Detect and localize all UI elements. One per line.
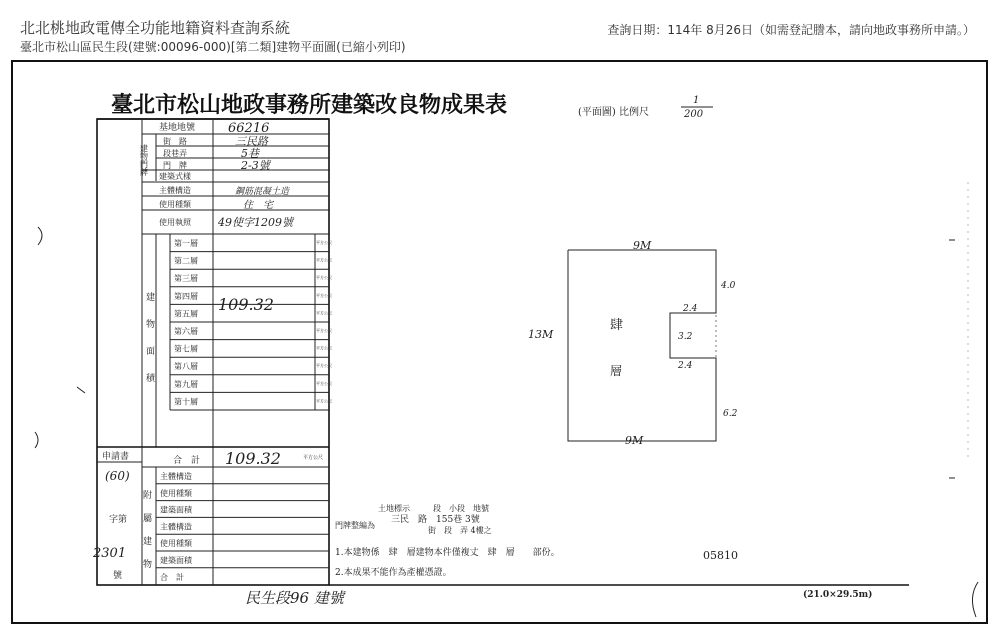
plan-left-dim: 13M — [528, 328, 554, 341]
document-title: 臺北市松山地政事務所建築改良物成果表 — [111, 92, 508, 118]
plan-right-dim-2: 2.4 — [683, 304, 698, 314]
land-mark-line: 段 小段 地號 — [433, 504, 489, 513]
floor-rows — [170, 238, 332, 410]
address-line-label: 門牌整編為 — [335, 521, 375, 530]
structure-value: 鋼筋混凝土造 — [235, 187, 290, 197]
scale-label: (平面圖) 比例尺 — [578, 107, 649, 118]
document-no-value: 2301 — [93, 546, 127, 561]
floor-label: 第二層 — [174, 256, 198, 266]
floor-label: 第一層 — [174, 239, 198, 248]
license-label: 使用執照 — [159, 218, 191, 227]
style-label: 建築式樣 — [159, 172, 191, 181]
address-road: 三民 路 155巷 3號 — [391, 515, 480, 525]
scanned-document-frame — [11, 60, 988, 624]
fourth-floor-area: 109.32 — [218, 295, 274, 314]
floor-label: 第五層 — [174, 309, 198, 319]
floor-unit: 平方公尺 — [316, 380, 332, 386]
note-2: 2.本成果不能作為產權憑證。 — [335, 568, 452, 578]
land-mark-label: 土地標示 — [378, 504, 410, 513]
annex-rows — [156, 471, 329, 582]
paper-size: (21.0×29.5m) — [803, 590, 873, 600]
plan-right-dim-1: 4.0 — [721, 281, 736, 291]
applicant-label: 申請書 — [102, 452, 130, 462]
number-label: 門 牌 — [163, 161, 187, 170]
annex-row-label: 主體構造 — [160, 472, 192, 481]
street-value: 三民路 — [235, 135, 268, 148]
plan-notch-dim: 3.2 — [678, 332, 693, 342]
floor-unit: 平方公尺 — [316, 292, 332, 298]
floor-unit: 平方公尺 — [316, 240, 332, 245]
floor-label: 第三層 — [174, 274, 198, 284]
number-value: 2-3號 — [241, 159, 270, 172]
annex-label: 附屬建物 — [141, 490, 151, 582]
plan-bottom-dim: 9M — [625, 434, 644, 447]
usage-value: 住 宅 — [243, 200, 273, 211]
structure-label: 主體構造 — [159, 186, 191, 195]
plan-right-dim-3: 6.2 — [723, 409, 738, 419]
bottom-handwriting: 民生段96 建號 — [245, 589, 344, 607]
stamp-number: 05810 — [703, 549, 738, 562]
number-suffix: 號 — [113, 571, 123, 581]
annex-row-label: 主體構造 — [160, 522, 192, 532]
lane-label: 段巷弄 — [163, 149, 187, 158]
floor-unit: 平方公尺 — [316, 363, 332, 369]
area-section-label: 建物面積 — [144, 292, 154, 400]
license-value: 49使字1209號 — [218, 216, 293, 229]
floor-unit: 平方公尺 — [316, 257, 332, 263]
total-unit: 平方公尺 — [303, 455, 324, 461]
document-no-label: 字第 — [109, 515, 128, 525]
floor-label: 第七層 — [174, 344, 198, 354]
floor-unit: 平方公尺 — [316, 328, 332, 333]
annex-row-label: 建築面積 — [160, 505, 192, 515]
annex-row-label: 建築面積 — [160, 556, 192, 565]
plan-notch-dim-2: 2.4 — [678, 361, 693, 371]
street-label: 街 路 — [163, 137, 187, 146]
lane-value: 5巷 — [241, 147, 259, 160]
note-1: 1.本建物係 肆 層建物本件僅複丈 肆 層 部份。 — [335, 548, 560, 558]
floor-unit: 平方公尺 — [316, 345, 332, 351]
scanned-document — [13, 62, 986, 622]
building-label: 建物門牌 — [139, 144, 149, 176]
annex-row-label: 合 計 — [160, 572, 184, 582]
annex-row-label: 使用種類 — [160, 488, 192, 498]
floor-label: 第十層 — [174, 397, 198, 407]
floor-unit: 平方公尺 — [316, 398, 332, 404]
scale-denominator: 200 — [684, 109, 704, 120]
base-lot-label: 基地地號 — [159, 123, 196, 133]
floor-unit: 平方公尺 — [316, 310, 332, 316]
total-area-value: 109.32 — [225, 449, 281, 468]
scale-numerator: 1 — [693, 95, 700, 106]
annex-row-label: 使用種類 — [160, 539, 192, 549]
floor-unit: 平方公尺 — [316, 275, 332, 281]
applicant-number: (60) — [105, 469, 130, 483]
total-label: 合 計 — [173, 456, 201, 466]
system-title: 北北桃地政電傳全功能地籍資料查詢系統 — [20, 19, 291, 37]
plan-room-char-2: 層 — [610, 364, 623, 378]
plan-top-dim: 9M — [633, 239, 652, 252]
address-line2: 街 段 弄 4樓之 — [428, 526, 492, 535]
usage-label: 使用種類 — [159, 200, 191, 209]
document-subtitle: 臺北市松山區民生段(建號:00096-000)[第二類]建物平面圖(已縮小列印) — [20, 40, 406, 54]
floor-label: 第六層 — [174, 327, 198, 336]
plan-room-char-1: 肆 — [610, 318, 624, 333]
floor-label: 第四層 — [174, 291, 198, 301]
base-lot-value: 66216 — [228, 121, 270, 136]
floor-plan — [528, 239, 738, 447]
query-date: 查詢日期：114年 8月26日（如需登記謄本，請向地政事務所申請。） — [607, 23, 975, 37]
floor-label: 第九層 — [174, 379, 198, 389]
floor-label: 第八層 — [174, 362, 198, 372]
